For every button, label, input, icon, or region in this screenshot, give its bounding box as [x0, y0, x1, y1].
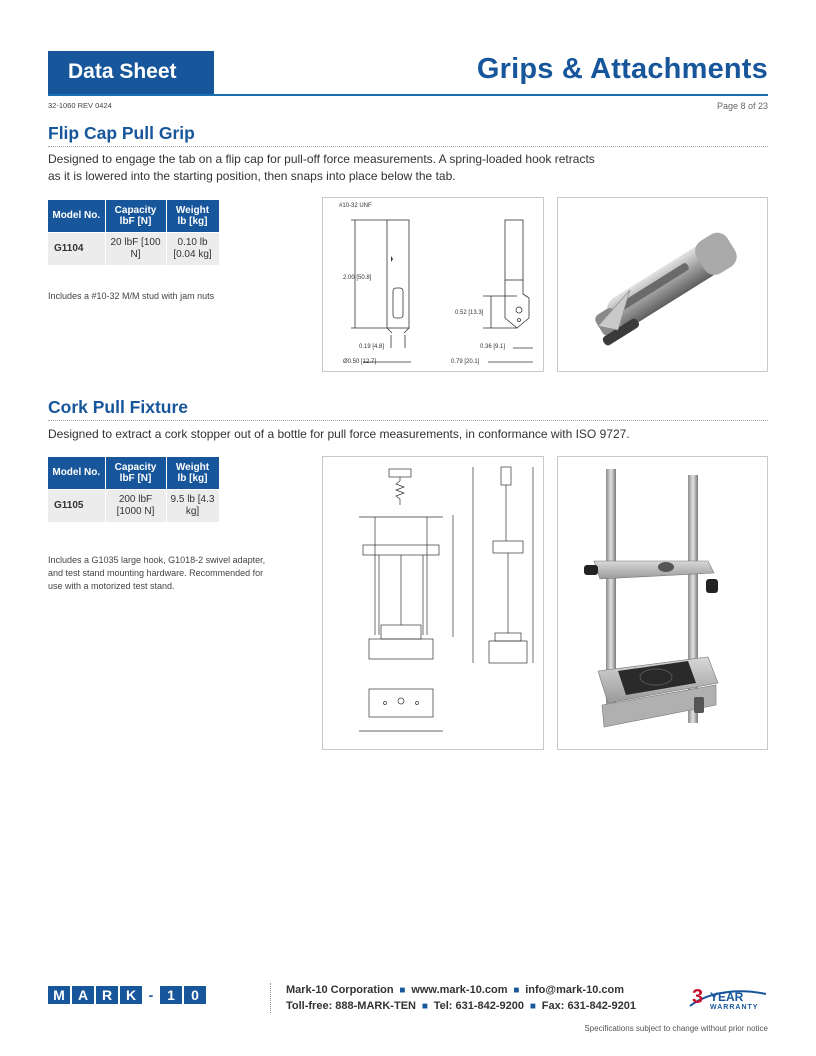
table-header: Capacity lbF [N] — [105, 457, 166, 489]
logo-letter: 0 — [184, 986, 206, 1004]
logo-letter: M — [48, 986, 70, 1004]
cork-pull-fixture-image — [558, 457, 769, 751]
bullet-icon: ■ — [510, 985, 523, 996]
warranty-badge — [688, 984, 768, 1014]
drawing-label: 0.19 [4.8] — [359, 344, 385, 350]
drawing-label: 0.36 [9.1] — [480, 344, 506, 350]
section-title-flip-cap: Flip Cap Pull Grip — [48, 123, 195, 143]
page-title: Grips & Attachments — [476, 53, 768, 85]
drawing-label: 0.79 [20.1] — [451, 359, 480, 365]
drawing-label: 0.52 [13.3] — [455, 310, 484, 316]
header-tab: Data Sheet — [48, 51, 214, 94]
section-note: Includes a G1035 large hook, G1018-2 swivel adapter, and test stand mounting hardware. Recommended for use with a motorized test stand. — [48, 555, 266, 591]
drawing-label: #10-32 UNF — [339, 203, 372, 209]
table-cell: 20 lbF [100 N] — [105, 232, 166, 265]
toll-free-number: Toll-free: 888-MARK-TEN — [286, 1000, 416, 1012]
doc-code: 32-1060 REV 0424 — [48, 101, 112, 110]
table-header: Weight lb [kg] — [166, 200, 219, 232]
table-cell: 0.10 lb [0.04 kg] — [166, 232, 219, 265]
section-note: Includes a #10-32 M/M stud with jam nuts — [48, 291, 215, 301]
table-header: Model No. — [48, 457, 105, 489]
table-header: Model No. — [48, 200, 105, 232]
drawing-svg — [323, 198, 545, 373]
table-cell: 9.5 lb [4.3 kg] — [166, 489, 219, 522]
spec-table-g1105 — [48, 457, 220, 522]
logo-letter: K — [120, 986, 142, 1004]
table-cell: G1105 — [48, 489, 105, 522]
fax-number: Fax: 631-842-9201 — [541, 1000, 636, 1012]
email-link[interactable]: info@mark-10.com — [525, 984, 624, 996]
warranty-label: WARRANTY — [710, 1004, 759, 1011]
table-header: Weight lb [kg] — [166, 457, 219, 489]
flip-cap-grip-image — [558, 198, 769, 373]
drawing-label: 2.00 [50.8] — [343, 275, 372, 281]
header-rule — [48, 94, 768, 96]
logo-letter: - — [144, 986, 158, 1004]
warranty-years: YEAR — [710, 990, 744, 1004]
table-cell: G1104 — [48, 232, 105, 265]
divider — [48, 420, 768, 421]
table-header: Capacity lbF [N] — [105, 200, 166, 232]
website-link[interactable]: www.mark-10.com — [411, 984, 508, 996]
spec-table-g1104 — [48, 200, 220, 265]
disclaimer: Specifications subject to change without prior notice — [584, 1024, 768, 1033]
table-row — [48, 489, 219, 522]
divider — [48, 146, 768, 147]
telephone-number: Tel: 631-842-9200 — [433, 1000, 525, 1012]
product-photo-cork-pull — [557, 456, 768, 750]
footer-separator — [270, 983, 271, 1013]
technical-drawing-cork-pull — [322, 456, 544, 750]
bullet-icon: ■ — [419, 1001, 431, 1012]
mark-10-logo — [48, 986, 206, 1004]
warranty-number: 3 — [692, 986, 704, 1008]
table-row — [48, 232, 219, 265]
company-name: Mark-10 Corporation — [286, 984, 394, 996]
footer-contact-line-1 — [286, 984, 624, 996]
bullet-icon: ■ — [396, 985, 409, 996]
logo-letter: A — [72, 986, 94, 1004]
table-cell: 200 lbF [1000 N] — [105, 489, 166, 522]
technical-drawing-flip-cap — [322, 197, 544, 372]
section-description: Designed to extract a cork stopper out of a bottle for pull force measurements, in conformance with ISO 9727. — [48, 427, 630, 441]
bullet-icon: ■ — [527, 1001, 539, 1012]
section-description: Designed to engage the tab on a flip cap for pull-off force measurements. A spring-loaded hook retracts as it is lowered into the starting position, then snaps into place below the tab. — [48, 152, 595, 183]
logo-letter: R — [96, 986, 118, 1004]
drawing-label: Ø0.50 [12.7] — [343, 359, 377, 365]
drawing-svg — [323, 457, 545, 751]
page-number: Page 8 of 23 — [716, 101, 768, 111]
section-title-cork-pull: Cork Pull Fixture — [48, 397, 189, 417]
footer-contact-line-2 — [286, 1000, 636, 1012]
logo-letter: 1 — [160, 986, 182, 1004]
product-photo-flip-cap — [557, 197, 768, 372]
